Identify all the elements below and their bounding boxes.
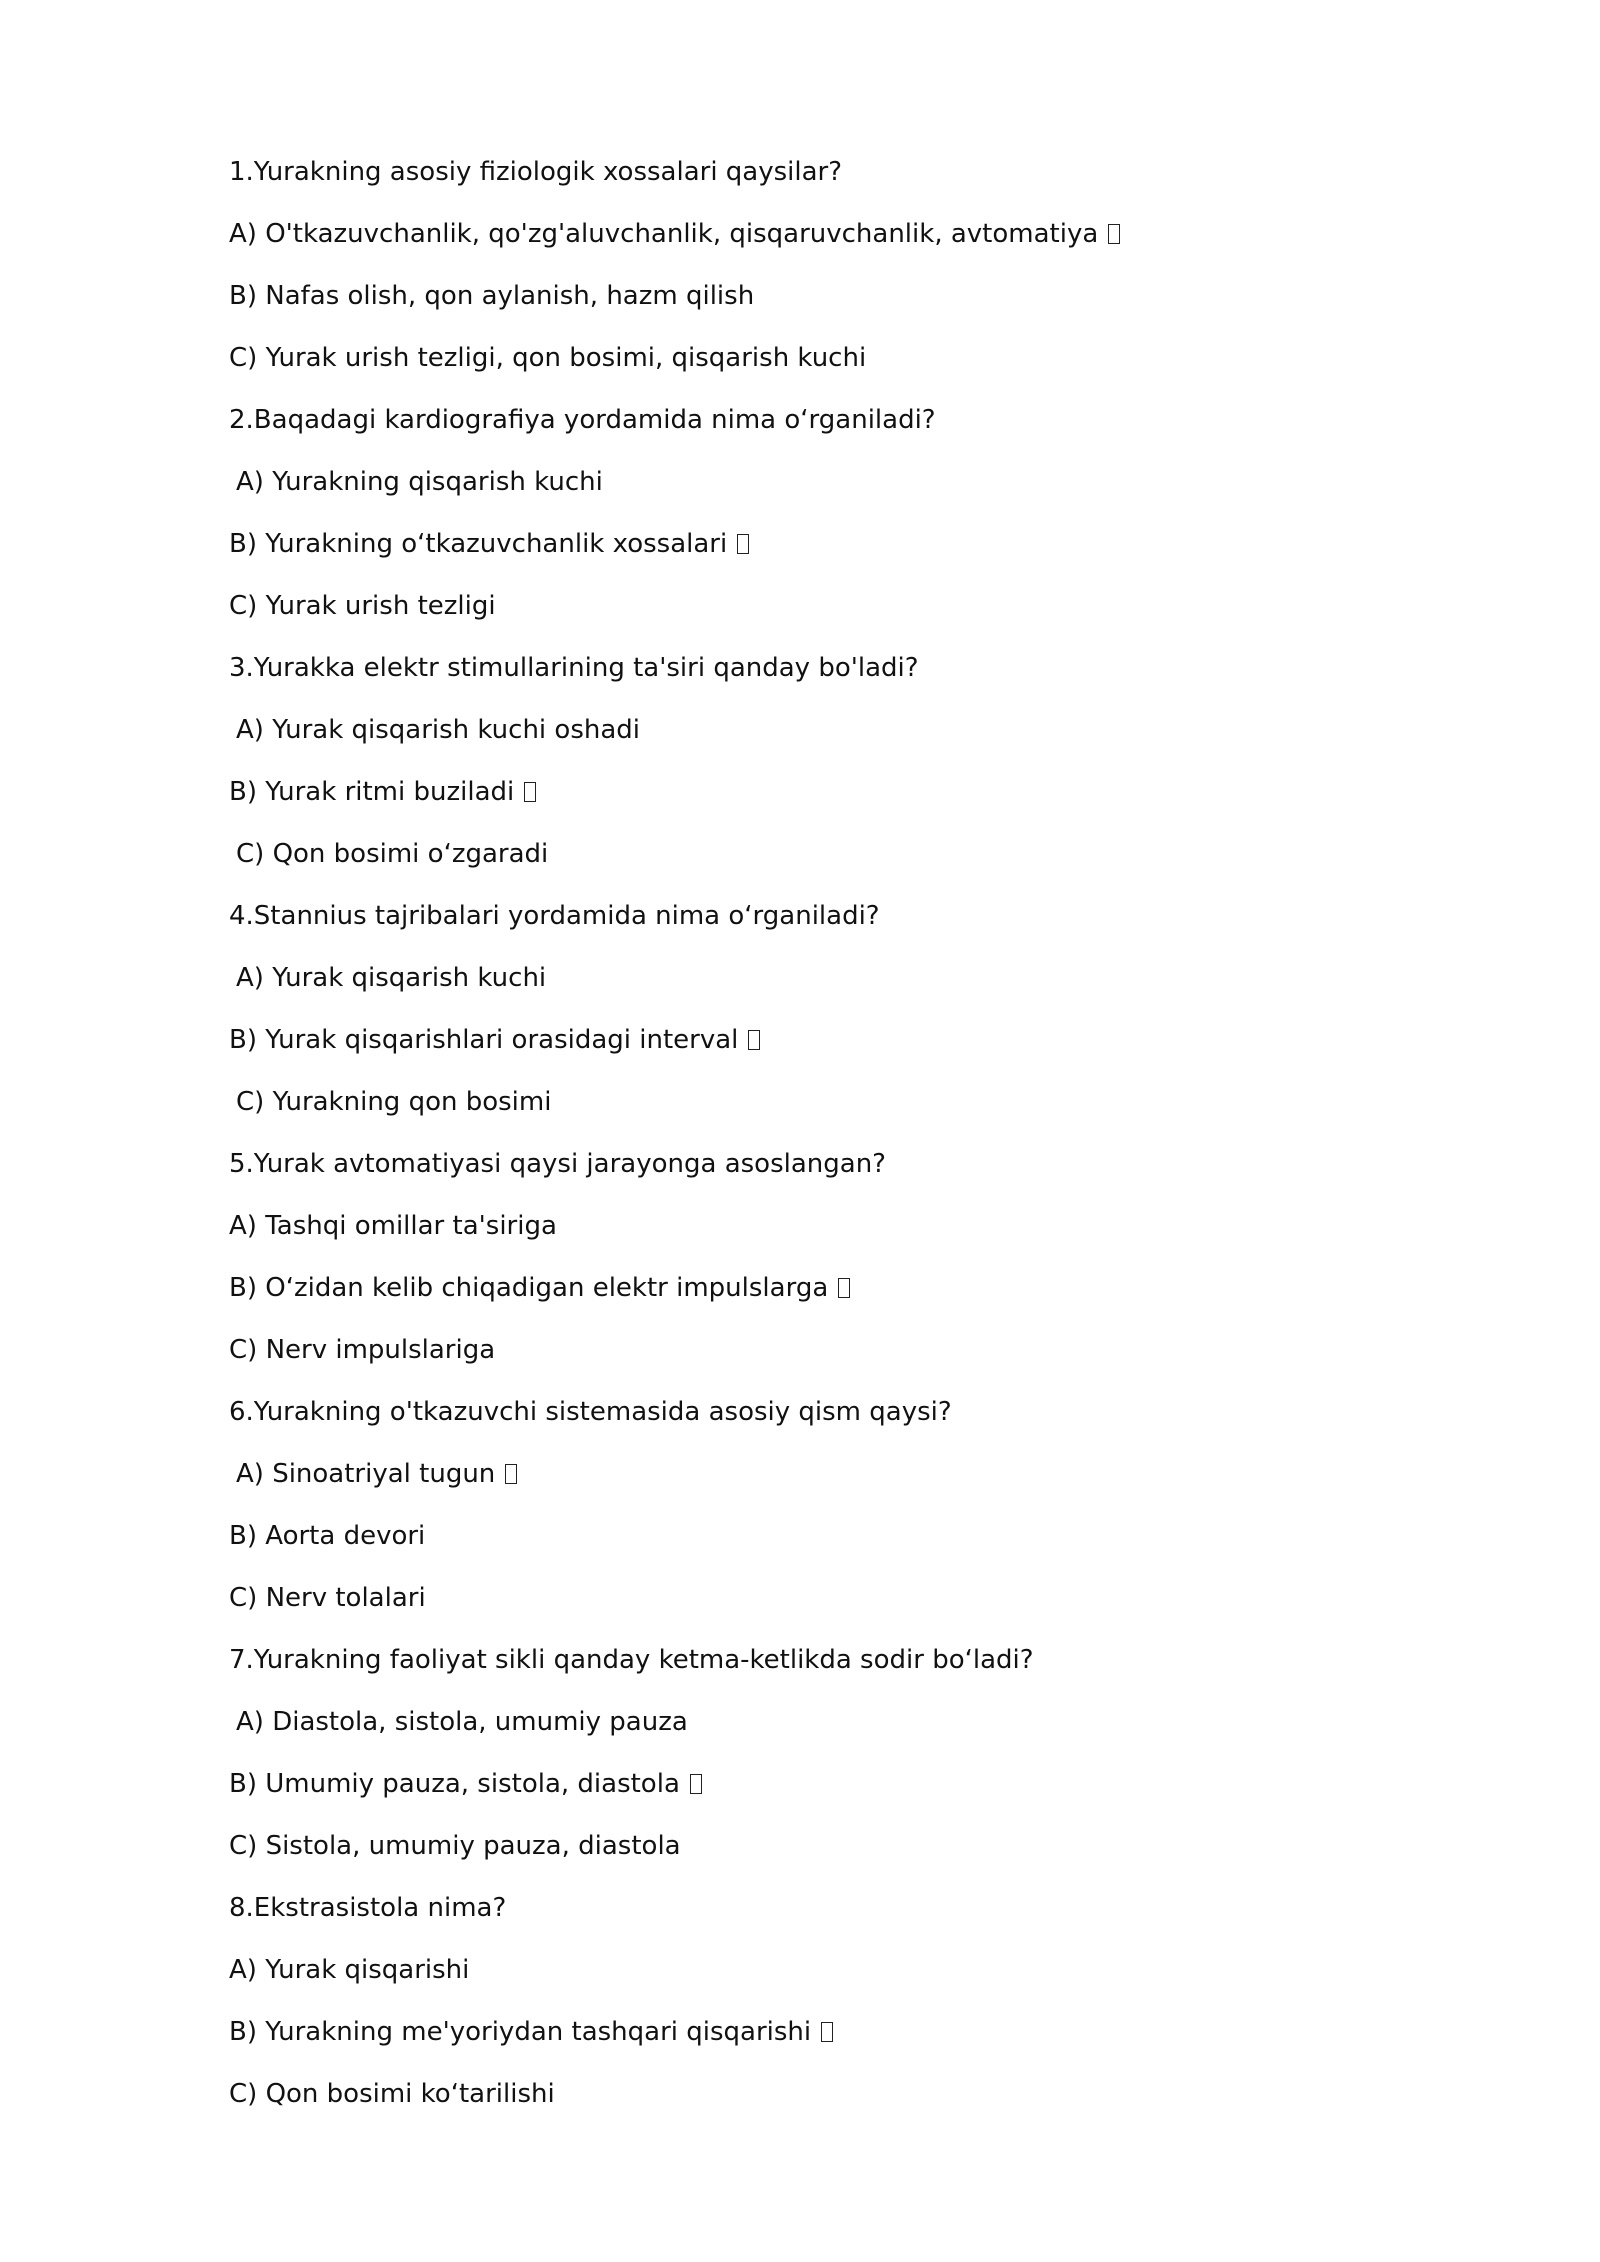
- answer-option-text: C) Yurakning qon bosimi: [236, 1087, 552, 1117]
- question-text: 4.Stannius tajribalari yordamida nima o‘rganiladi?: [229, 901, 880, 931]
- answer-option-line: [229, 2010, 1429, 2072]
- answer-option-text: B) Nafas olish, qon aylanish, hazm qilish: [229, 281, 755, 311]
- answer-option-text: C) Qon bosimi ko‘tarilishi: [229, 2079, 555, 2109]
- question-text: 7.Yurakning faoliyat sikli qanday ketma-ketlikda sodir bo‘ladi?: [229, 1645, 1034, 1675]
- answer-option-line: [229, 1328, 1429, 1390]
- answer-option-text: A) O'tkazuvchanlik, qo'zg'aluvchanlik, qisqaruvchanlik, avtomatiya: [229, 219, 1099, 249]
- missing-glyph-box-icon: [690, 1774, 702, 1794]
- question-line: [229, 1638, 1429, 1700]
- answer-option-line: [229, 336, 1429, 398]
- answer-option-line: [229, 274, 1429, 336]
- missing-glyph-box-icon: [748, 1030, 760, 1050]
- answer-option-line: [229, 1824, 1429, 1886]
- answer-option-line: [229, 584, 1429, 646]
- answer-option-text: C) Yurak urish tezligi, qon bosimi, qisqarish kuchi: [229, 343, 867, 373]
- answer-option-line: [229, 1948, 1429, 2010]
- answer-option-text: B) O‘zidan kelib chiqadigan elektr impulslarga: [229, 1273, 829, 1303]
- answer-option-line: [229, 1080, 1429, 1142]
- question-line: [229, 646, 1429, 708]
- question-text: 3.Yurakka elektr stimullarining ta'siri qanday bo'ladi?: [229, 653, 919, 683]
- answer-option-line: [229, 1452, 1429, 1514]
- answer-option-text: A) Sinoatriyal tugun: [236, 1459, 496, 1489]
- answer-option-line: [229, 832, 1429, 894]
- answer-option-line: [229, 460, 1429, 522]
- answer-option-line: [229, 708, 1429, 770]
- answer-option-line: [229, 1762, 1429, 1824]
- answer-option-text: A) Yurak qisqarishi: [229, 1955, 470, 1985]
- answer-option-line: [229, 1576, 1429, 1638]
- answer-option-text: B) Yurak ritmi buziladi: [229, 777, 515, 807]
- question-line: [229, 150, 1429, 212]
- document-body: [229, 150, 1429, 2134]
- question-text: 1.Yurakning asosiy fiziologik xossalari qaysilar?: [229, 157, 843, 187]
- answer-option-text: A) Yurak qisqarish kuchi: [236, 963, 547, 993]
- answer-option-text: B) Aorta devori: [229, 1521, 426, 1551]
- answer-option-text: C) Qon bosimi o‘zgaradi: [236, 839, 549, 869]
- answer-option-line: [229, 522, 1429, 584]
- question-line: [229, 1886, 1429, 1948]
- question-line: [229, 398, 1429, 460]
- answer-option-text: B) Yurakning me'yoriydan tashqari qisqarishi: [229, 2017, 812, 2047]
- answer-option-line: [229, 1514, 1429, 1576]
- answer-option-text: A) Yurak qisqarish kuchi oshadi: [236, 715, 641, 745]
- missing-glyph-box-icon: [1108, 224, 1120, 244]
- answer-option-text: A) Tashqi omillar ta'siriga: [229, 1211, 557, 1241]
- answer-option-line: [229, 1204, 1429, 1266]
- answer-option-line: [229, 1700, 1429, 1762]
- missing-glyph-box-icon: [838, 1278, 850, 1298]
- question-text: 6.Yurakning o'tkazuvchi sistemasida asosiy qism qaysi?: [229, 1397, 952, 1427]
- answer-option-line: [229, 770, 1429, 832]
- answer-option-text: C) Nerv tolalari: [229, 1583, 426, 1613]
- answer-option-line: [229, 1018, 1429, 1080]
- answer-option-text: B) Yurak qisqarishlari orasidagi interval: [229, 1025, 739, 1055]
- answer-option-text: C) Yurak urish tezligi: [229, 591, 496, 621]
- missing-glyph-box-icon: [737, 534, 749, 554]
- question-text: 8.Ekstrasistola nima?: [229, 1893, 507, 1923]
- answer-option-line: [229, 2072, 1429, 2134]
- answer-option-line: [229, 1266, 1429, 1328]
- answer-option-text: A) Diastola, sistola, umumiy pauza: [236, 1707, 688, 1737]
- question-text: 5.Yurak avtomatiyasi qaysi jarayonga asoslangan?: [229, 1149, 886, 1179]
- question-line: [229, 894, 1429, 956]
- missing-glyph-box-icon: [821, 2022, 833, 2042]
- answer-option-text: C) Nerv impulslariga: [229, 1335, 496, 1365]
- answer-option-text: B) Umumiy pauza, sistola, diastola: [229, 1769, 680, 1799]
- answer-option-text: B) Yurakning o‘tkazuvchanlik xossalari: [229, 529, 728, 559]
- answer-option-text: A) Yurakning qisqarish kuchi: [236, 467, 603, 497]
- question-line: [229, 1142, 1429, 1204]
- missing-glyph-box-icon: [505, 1464, 517, 1484]
- answer-option-line: [229, 212, 1429, 274]
- answer-option-text: C) Sistola, umumiy pauza, diastola: [229, 1831, 681, 1861]
- question-text: 2.Baqadagi kardiografiya yordamida nima o‘rganiladi?: [229, 405, 936, 435]
- missing-glyph-box-icon: [524, 782, 536, 802]
- answer-option-line: [229, 956, 1429, 1018]
- question-line: [229, 1390, 1429, 1452]
